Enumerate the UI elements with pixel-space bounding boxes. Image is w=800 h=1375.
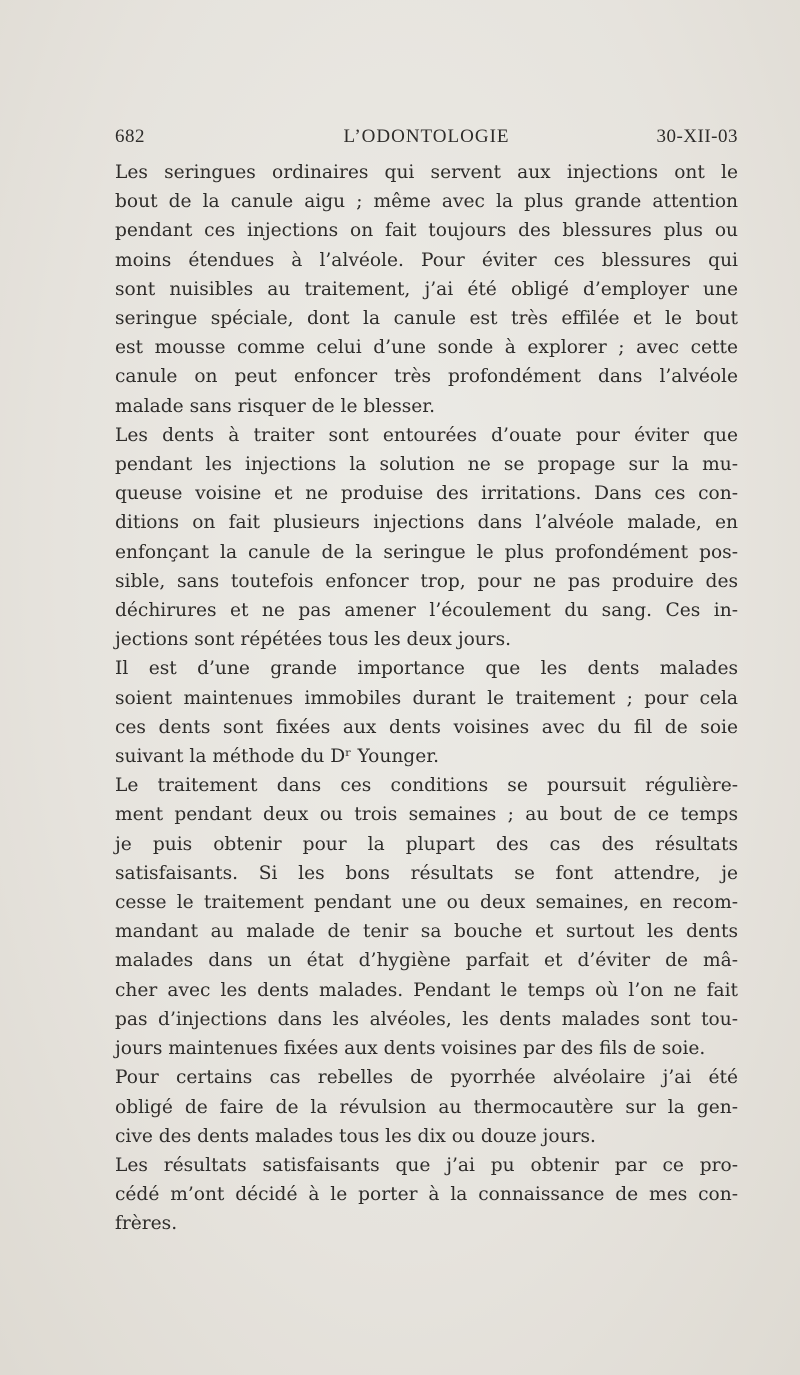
running-head [115,126,738,154]
text-line: sible, sans toutefois enfoncer trop, pour ne pas produire des [115,570,738,592]
text-line: Les dents à traiter sont entourées d’ouate pour éviter que [115,424,738,446]
text-line: pas d’injections dans les alvéoles, les dents malades sont tou- [115,1008,738,1030]
text-line: Le traitement dans ces conditions se poursuit régulière- [115,775,738,797]
issue-date: 30-XII-03 [656,126,738,147]
text-line: est mousse comme celui d’une sonde à explorer ; avec cette [115,337,738,359]
paragraph [115,771,738,1063]
paragraph [115,421,738,655]
paragraph [115,158,738,421]
text-line: jections sont répétées tous les deux jours. [115,629,512,651]
text-line: pendant ces injections on fait toujours des blessures plus ou [115,220,738,242]
text-line: pendant les injections la solution ne se propage sur la mu- [115,454,738,476]
text-line: canule on peut enfoncer très profondément dans l’alvéole [115,366,738,388]
paragraph [115,1151,738,1239]
journal-title: L’ODONTOLOGIE [343,126,510,147]
text-line: Pour certains cas rebelles de pyorrhée alvéolaire j’ai été [115,1067,738,1089]
text-line: je puis obtenir pour la plupart des cas des résultats [115,833,738,855]
text-line: enfonçant la canule de la seringue le plus profondément pos- [115,541,738,563]
text-line: obligé de faire de la révulsion au thermocautère sur la gen- [115,1096,738,1118]
text-line: suivant la méthode du Dʳ Younger. [115,746,439,768]
text-line: satisfaisants. Si les bons résultats se font attendre, je [115,862,738,884]
text-line: sont nuisibles au traitement, j’ai été obligé d’employer une [115,278,738,300]
text-line: queuse voisine et ne produise des irritations. Dans ces con- [115,483,738,505]
text-line: Il est d’une grande importance que les dents malades [115,658,738,680]
text-line: soient maintenues immobiles durant le traitement ; pour cela [115,687,738,709]
text-line: cher avec les dents malades. Pendant le temps où l’on ne fait [115,979,738,1001]
text-line: malade sans risquer de le blesser. [115,395,436,417]
text-line: seringue spéciale, dont la canule est très effilée et le bout [115,308,738,330]
text-line: cesse le traitement pendant une ou deux semaines, en recom- [115,892,738,914]
text-line: ditions on fait plusieurs injections dans l’alvéole malade, en [115,512,738,534]
body-text [115,158,738,1239]
text-line: Les seringues ordinaires qui servent aux injections ont le [115,162,738,183]
text-line: Les résultats satisfaisants que j’ai pu obtenir par ce pro- [115,1154,738,1176]
text-line: malades dans un état d’hygiène parfait et d’éviter de mâ- [115,950,738,972]
text-line: ment pendant deux ou trois semaines ; au bout de ce temps [115,804,738,826]
paragraph [115,654,738,771]
text-line: moins étendues à l’alvéole. Pour éviter ces blessures qui [115,249,738,271]
text-line: cédé m’ont décidé à le porter à la connaissance de mes con- [115,1184,738,1206]
text-line: ces dents sont fixées aux dents voisines avec du fil de soie [115,716,738,738]
text-line: bout de la canule aigu ; même avec la plus grande attention [115,191,738,213]
paragraph [115,1063,738,1151]
text-line: cive des dents malades tous les dix ou douze jours. [115,1125,596,1147]
text-line: mandant au malade de tenir sa bouche et surtout les dents [115,921,738,943]
text-line: jours maintenues fixées aux dents voisines par des fils de soie. [115,1038,706,1060]
page-number: 682 [115,126,145,147]
text-line: frères. [115,1213,178,1235]
text-line: déchirures et ne pas amener l’écoulement du sang. Ces in- [115,600,738,622]
